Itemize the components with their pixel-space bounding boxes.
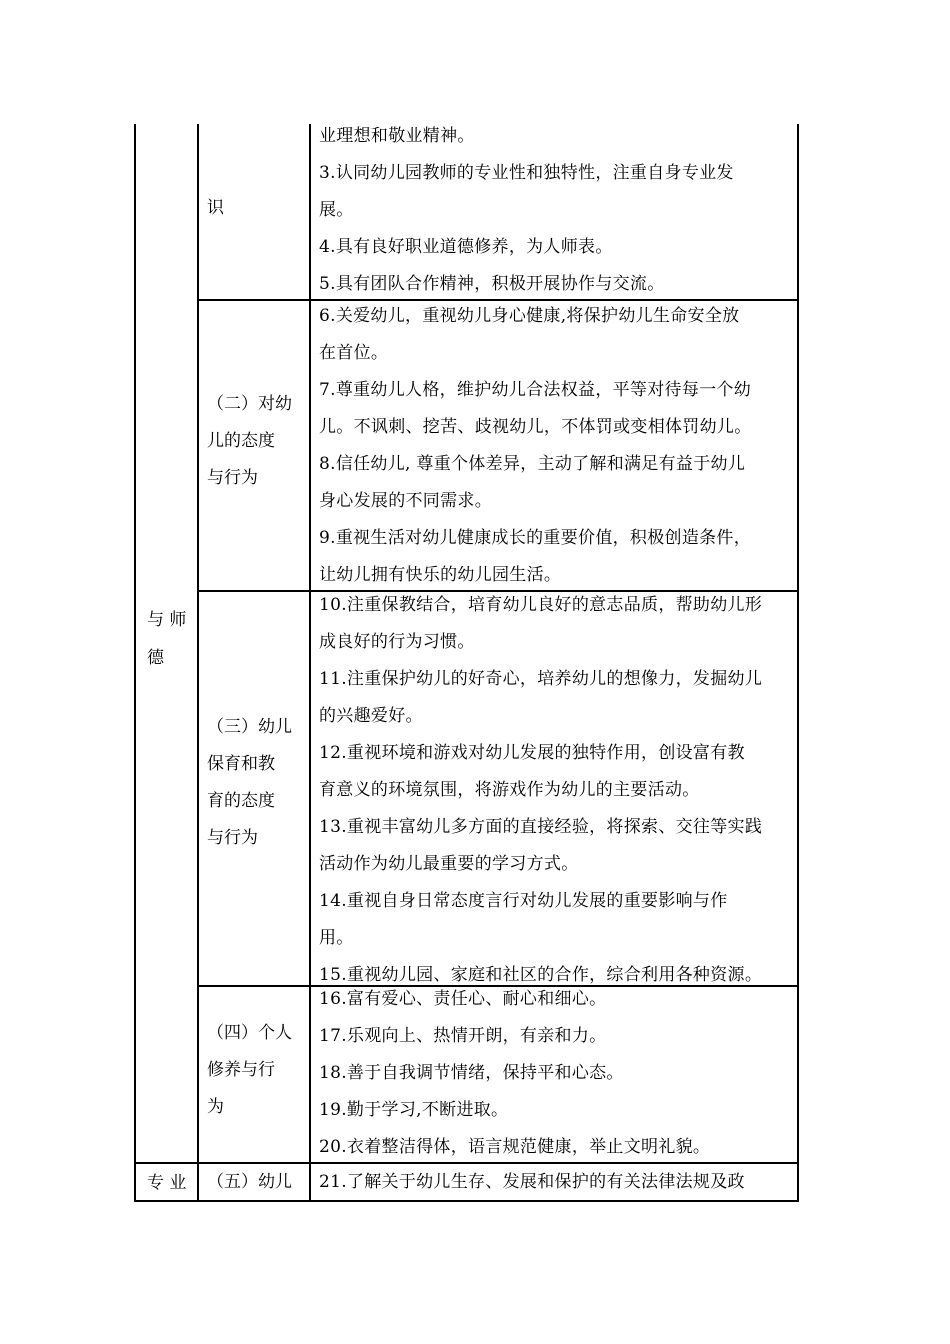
requirement-cell	[319, 118, 794, 303]
requirement-line: 11.注重保护幼儿的好奇心，培养幼儿的想像力，发掘幼儿	[319, 669, 763, 689]
requirement-line: 10.注重保教结合，培育幼儿良好的意志品质，帮助幼儿形	[319, 595, 763, 615]
field-label: 育的态度	[207, 791, 275, 811]
requirement-line: 7.尊重幼儿人格，维护幼儿合法权益，平等对待每一个幼	[319, 380, 752, 400]
field-cell	[207, 190, 307, 227]
requirement-line: 让幼儿拥有快乐的幼儿园生活。	[319, 565, 562, 585]
requirement-line: 16.富有爱心、责任心、耐心和细心。	[319, 989, 607, 1009]
requirement-line: 6.关爱幼儿，重视幼儿身心健康,将保护幼儿生命安全放	[319, 306, 740, 326]
requirement-line: 3.认同幼儿园教师的专业性和独特性，注重自身专业发	[319, 163, 734, 183]
requirement-line: 5.具有团队合作精神，积极开展协作与交流。	[319, 274, 665, 294]
field-label: 与行为	[207, 828, 258, 848]
requirement-line: 育意义的环境氛围，将游戏作为幼儿的主要活动。	[319, 780, 700, 800]
dimension-label: 与 师	[147, 610, 187, 630]
field-label: 识	[207, 198, 224, 218]
requirement-line: 12.重视环境和游戏对幼儿发展的独特作用，创设富有教	[319, 743, 745, 763]
requirement-line: 身心发展的不同需求。	[319, 491, 492, 511]
table-border-col2	[309, 124, 311, 1202]
requirement-cell	[319, 981, 794, 1166]
field-label: （四）个人	[207, 1023, 292, 1043]
field-cell	[207, 709, 307, 857]
requirement-line: 9.重视生活对幼儿健康成长的重要价值，积极创造条件，	[319, 528, 752, 548]
requirement-line: 13.重视丰富幼儿多方面的直接经验，将探索、交往等实践	[319, 817, 763, 837]
requirement-line: 在首位。	[319, 343, 389, 363]
field-cell	[207, 386, 307, 497]
requirement-line: 14.重视自身日常态度言行对幼儿发展的重要影响与作	[319, 891, 728, 911]
requirement-line: 19.勤于学习,不断进取。	[319, 1100, 509, 1120]
requirement-line: 用。	[319, 928, 354, 948]
requirement-line: 展。	[319, 200, 354, 220]
field-cell	[207, 1015, 307, 1126]
field-label: （三）幼儿	[207, 717, 292, 737]
field-label: 儿的态度	[207, 431, 275, 451]
field-label: （二）对幼	[207, 394, 292, 414]
requirement-cell	[319, 587, 794, 994]
field-cell	[207, 1164, 307, 1201]
requirement-line: 21.了解关于幼儿生存、发展和保护的有关法律法规及政	[319, 1172, 745, 1192]
field-label: 与行为	[207, 468, 258, 488]
field-label: 为	[207, 1097, 224, 1117]
requirement-cell	[319, 298, 794, 594]
requirement-line: 15.重视幼儿园、家庭和社区的合作，综合利用各种资源。	[319, 965, 763, 985]
requirement-line: 18.善于自我调节情绪，保持平和心态。	[319, 1063, 624, 1083]
requirement-cell	[319, 1164, 794, 1201]
field-label: 修养与行	[207, 1060, 275, 1080]
requirement-line: 的兴趣爱好。	[319, 706, 423, 726]
requirement-line: 成良好的行为习惯。	[319, 632, 475, 652]
table-border-col1	[197, 124, 199, 1202]
dimension-cell	[147, 601, 187, 677]
table-border-right	[797, 124, 799, 1202]
dimension-label: 专 业	[147, 1173, 187, 1193]
dimension-label: 德	[147, 648, 164, 668]
requirement-line: 儿。不讽刺、挖苦、歧视幼儿，不体罚或变相体罚幼儿。	[319, 417, 752, 437]
requirement-line: 17.乐观向上、热情开朗，有亲和力。	[319, 1026, 607, 1046]
field-label: 保育和教	[207, 754, 275, 774]
requirement-line: 活动作为幼儿最重要的学习方式。	[319, 854, 579, 874]
requirement-line: 业理想和敬业精神。	[319, 126, 475, 146]
dimension-cell	[147, 1164, 187, 1202]
requirement-line: 20.衣着整洁得体，语言规范健康，举止文明礼貌。	[319, 1137, 711, 1157]
requirement-line: 4.具有良好职业道德修养，为人师表。	[319, 237, 613, 257]
requirement-line: 8.信任幼儿, 尊重个体差异，主动了解和满足有益于幼儿	[319, 454, 746, 474]
field-label: （五）幼儿	[207, 1172, 292, 1192]
table-border-left	[134, 124, 136, 1202]
